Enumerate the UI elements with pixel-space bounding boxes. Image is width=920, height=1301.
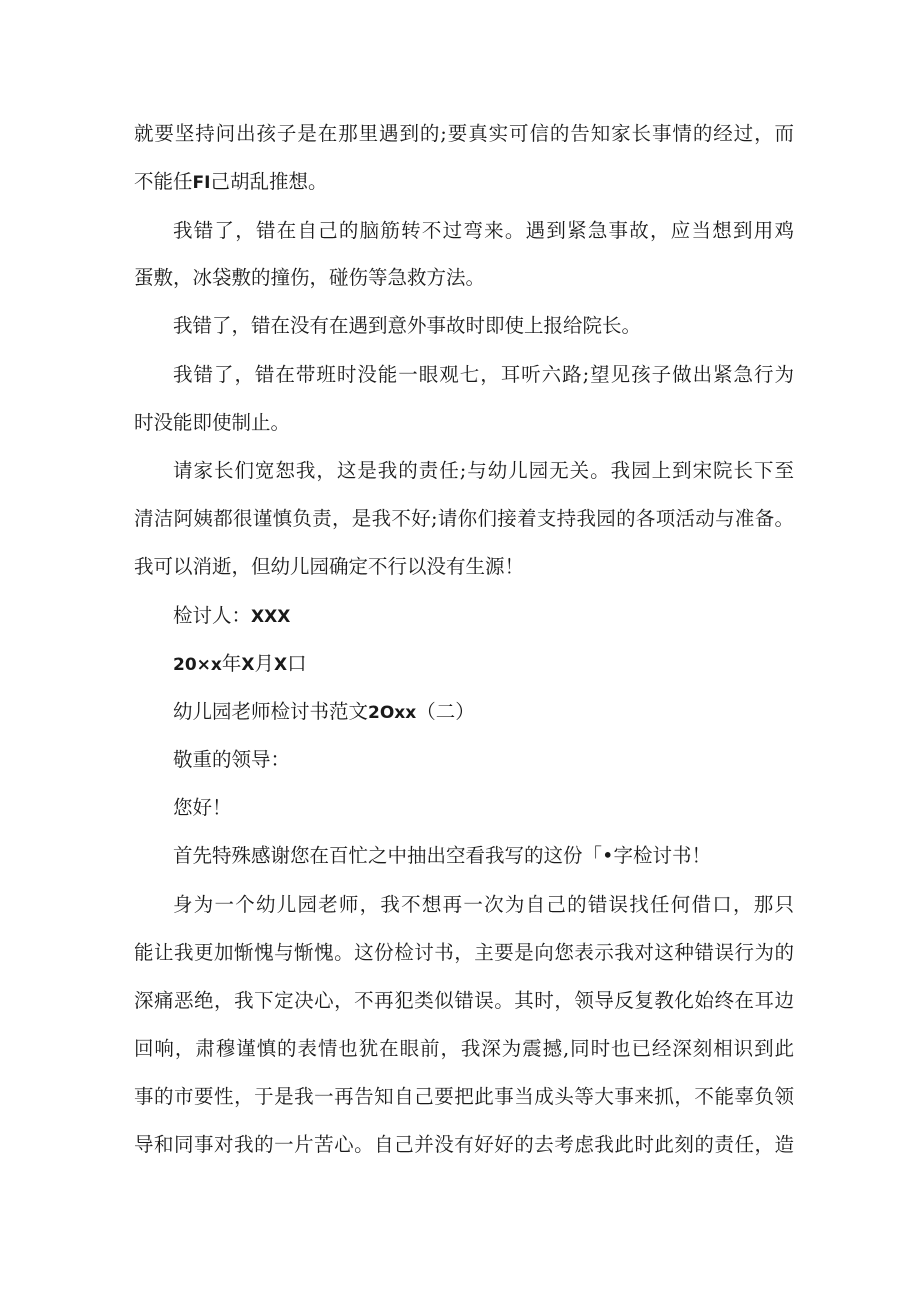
- paragraph-line: 不能任FI己胡乱推想。: [134, 170, 328, 193]
- paragraph-line: 我错了，错在没有在遇到意外事故时即使上报给院长。: [173, 314, 642, 337]
- date-line: 20×x年X月X口: [173, 652, 307, 675]
- paragraph-line: 导和同事对我的一片苦心。自己并没有好好的去考虑我此时此刻的责任，造: [134, 1133, 794, 1156]
- paragraph-line: 我可以消逝，但幼儿园确定不行以没有生源！: [134, 555, 525, 578]
- greeting-line: 您好！: [173, 796, 232, 819]
- paragraph-line: 我错了，错在自己的脑筋转不过弯来。遇到紧急事故，应当想到用鸡: [173, 219, 794, 242]
- paragraph-line: 事的市要性，于是我一再告知自己要把此事当成头等大事来抓，不能辜负领: [134, 1085, 794, 1108]
- paragraph-line: 蛋敷，冰袋敷的撞伤，碰伤等急救方法。: [134, 266, 486, 289]
- paragraph-line: 身为一个幼儿园老师，我不想再一次为自己的错误找任何借口，那只: [173, 893, 794, 916]
- paragraph-line: 就要坚持问出孩子是在那里遇到的;要真实可信的告知家长事情的经过，而: [134, 122, 794, 145]
- paragraph-line: 请家长们宽恕我，这是我的责任;与幼儿园无关。我园上到宋院长下至: [173, 459, 794, 482]
- paragraph-line: 首先特殊感谢您在百忙之中抽出空看我写的这份「•字检讨书！: [173, 844, 712, 867]
- paragraph-line: 我错了，错在带班时没能一眼观七，耳听六路;望见孩子做出紧急行为: [173, 363, 794, 386]
- paragraph-line: 深痛恶绝，我下定决心，不再犯类似错误。其时，领导反复教化始终在耳边: [134, 989, 794, 1012]
- signature-line: 检讨人：XXX: [173, 604, 291, 627]
- paragraph-line: 清洁阿姨都很谨慎负责，是我不好;请你们接着支持我园的各项活动与准备。: [134, 507, 794, 530]
- salutation-line: 敬重的领导：: [173, 748, 291, 771]
- paragraph-line: 能让我更加惭愧与惭愧。这份检讨书，主要是向您表示我对这种错误行为的: [134, 941, 794, 964]
- section-heading: 幼儿园老师检讨书范文2Oxx（二）: [173, 700, 475, 723]
- paragraph-line: 时没能即使制止。: [134, 411, 291, 434]
- paragraph-line: 回响，肃穆谨慎的表情也犹在眼前，我深为震撼,同时也已经深刻相识到此: [134, 1037, 794, 1060]
